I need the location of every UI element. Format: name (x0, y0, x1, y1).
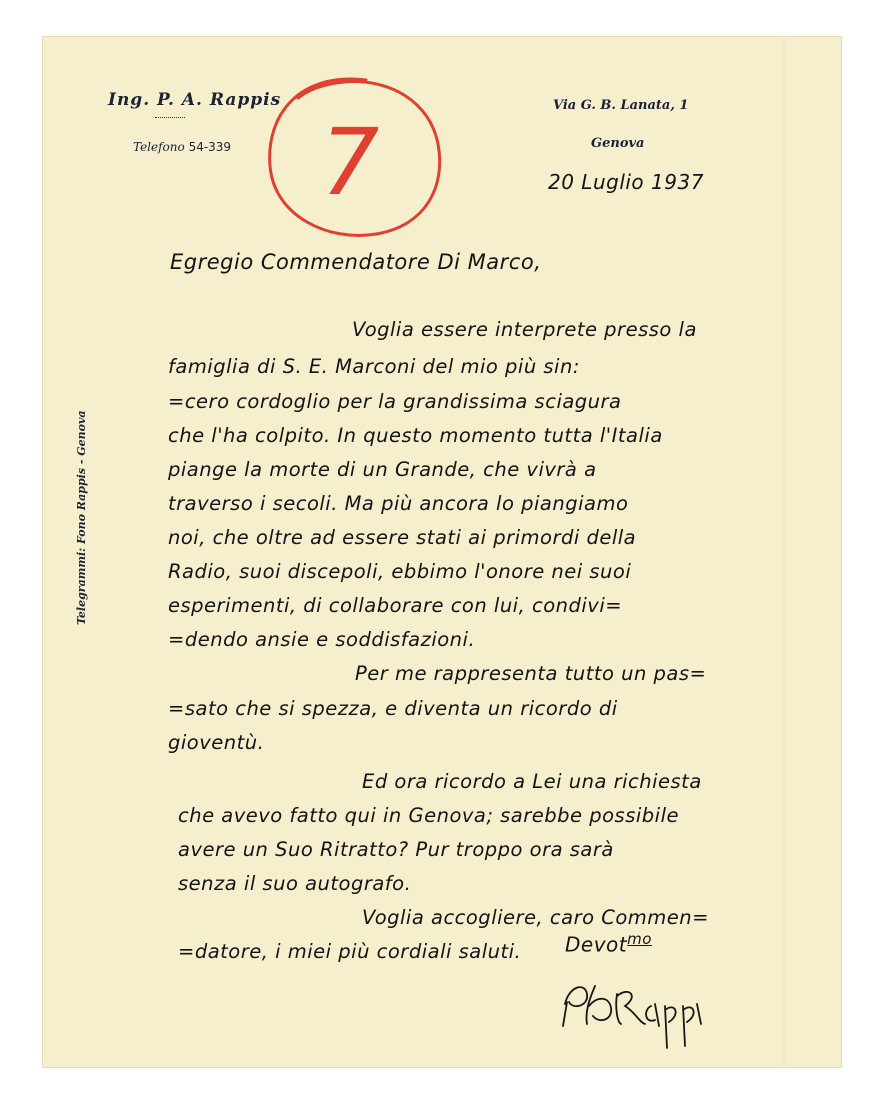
letterhead-telegram: Telegrammi: Fono Rappis - Genova (75, 410, 88, 625)
letterhead-telephone (133, 140, 231, 154)
closing-main: Devot (565, 932, 628, 957)
letterhead-name: Ing. P. A. Rappis (108, 90, 282, 110)
letter-line: esperimenti, di collaborare con lui, condivi= (168, 594, 623, 617)
telephone-number: 54-339 (188, 140, 232, 154)
letter-line: famiglia di S. E. Marconi del mio più sin: (168, 355, 580, 378)
letter-closing (565, 930, 652, 957)
letter-line: Voglia accogliere, caro Commen= (362, 906, 709, 929)
letter-line: avere un Suo Ritratto? Pur troppo ora sarà (178, 838, 614, 861)
paper-fold (783, 36, 785, 1068)
signature-strokes (563, 986, 701, 1048)
letter-line: =datore, i miei più cordiali saluti. (178, 940, 522, 963)
letter-date: 20 Luglio 1937 (548, 170, 704, 194)
letter-line: noi, che oltre ad essere stati ai primordi della (168, 526, 637, 549)
letter-line: Ed ora ricordo a Lei una richiesta (362, 770, 702, 793)
letter-line: =sato che si spezza, e diventa un ricordo di (168, 697, 618, 720)
closing-superscript: mo (627, 930, 652, 948)
letter-line: Per me rappresenta tutto un pas= (355, 662, 707, 685)
handwritten-signature (555, 966, 705, 1056)
letter-line: =dendo ansie e soddisfazioni. (168, 628, 476, 651)
letter-line: Radio, suoi discepoli, ebbimo l'onore nei suoi (168, 560, 632, 583)
letter-salutation: Egregio Commendatore Di Marco, (170, 250, 542, 274)
letter-line: gioventù. (168, 731, 265, 754)
red-circled-number (258, 66, 448, 246)
letterhead-address: Via G. B. Lanata, 1 (553, 98, 689, 113)
letter-line: Voglia essere interprete presso la (352, 318, 697, 341)
letter-line: senza il suo autografo. (178, 872, 412, 895)
letter-line: piange la morte di un Grande, che vivrà a (168, 458, 597, 481)
letter-line: traverso i secoli. Ma più ancora lo piangiamo (168, 492, 629, 515)
circled-number: 7 (320, 109, 380, 216)
letter-line: che l'ha colpito. In questo momento tutta l'Italia (168, 424, 663, 447)
telephone-label: Telefono (133, 140, 185, 154)
letterhead-city: Genova (591, 136, 645, 151)
letterhead-rule (155, 117, 185, 119)
letter-line: che avevo fatto qui in Genova; sarebbe possibile (178, 804, 679, 827)
letter-line: =cero cordoglio per la grandissima sciagura (168, 390, 622, 413)
